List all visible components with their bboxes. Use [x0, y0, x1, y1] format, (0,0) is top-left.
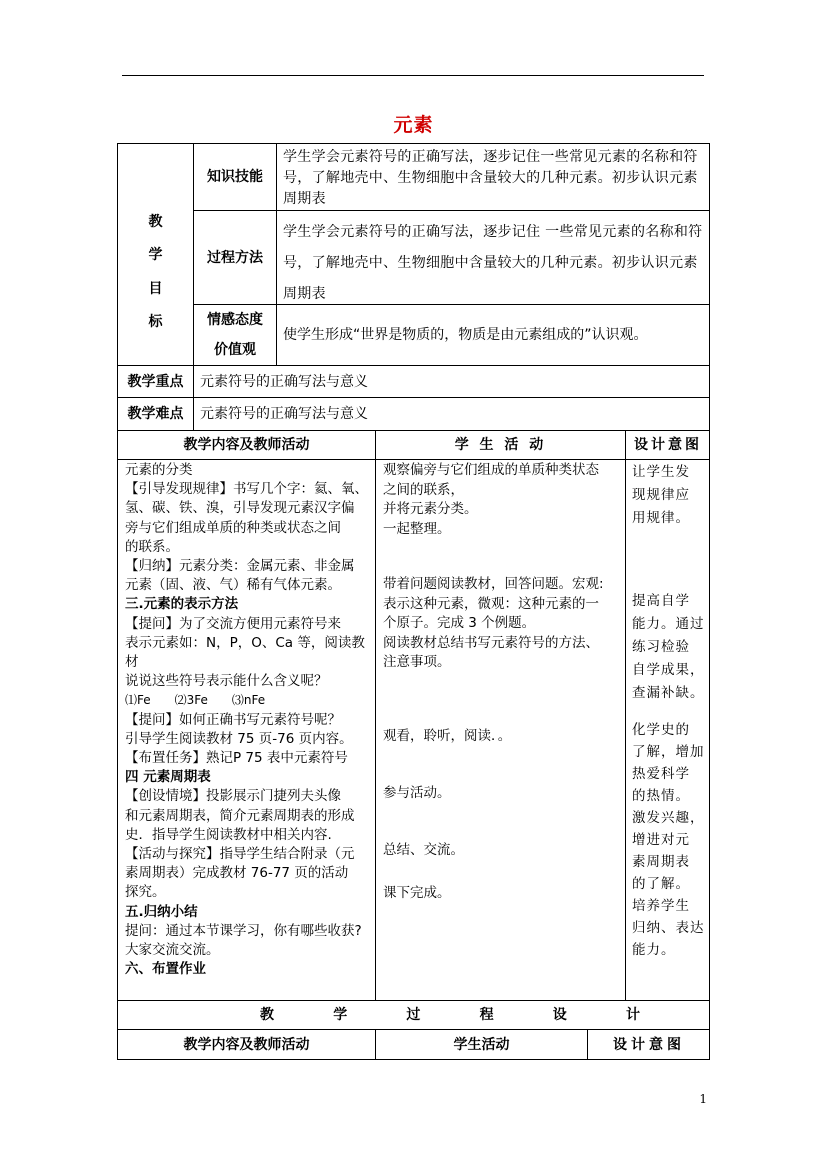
- student-block: 带着问题阅读教材，回答问题。宏观: 表示这种元素，微观：这种元素的一 个原子。完成 3 个例题。 阅读教材总结书写元素符号的方法、 注意事项。: [383, 576, 604, 670]
- teacher-line: 大家交流交流。: [125, 942, 220, 959]
- objective-label-knowledge: 知识技能: [207, 169, 263, 185]
- objective-text-knowledge: 学生学会元素符号的正确写法，逐步记住一些常见元素的名称和符号，了解地壳中、生物细胞中含量较大的几种元素。初步认识元素周期表: [283, 149, 698, 207]
- teacher-line: 元素的分类: [125, 462, 193, 478]
- difficulty-label: 教学难点: [127, 406, 184, 422]
- teacher-line: 探究。: [125, 884, 166, 901]
- teacher-line: 和元素周期表，简介元素周期表的形成: [125, 807, 355, 824]
- objective-text-process: 学生学会元素符号的正确写法，逐步记住 一些常见元素的名称和符号，了解地壳中、生物细胞中含量较大的几种元素。初步认识元素周期表: [283, 224, 703, 302]
- teacher-line: ⑴Fe ⑵3Fe ⑶nFe: [125, 693, 266, 708]
- teacher-content: [125, 461, 375, 979]
- student-block: 课下完成。: [383, 885, 451, 901]
- teacher-line: 【布置任务】熟记P 75 表中元素符号: [125, 750, 348, 767]
- teacher-heading: 四 元素周期表: [125, 769, 211, 786]
- teacher-line: 旁与它们组成单质的种类或状态之间: [125, 519, 341, 536]
- teacher-line: 的联系。: [125, 538, 179, 555]
- design-block: 提高自学 能力。通过 练习检验 自学成果， 查漏补缺。: [632, 593, 705, 701]
- header-rule: [122, 75, 704, 76]
- student-block: 总结、交流。: [383, 842, 464, 858]
- page-title: 元素: [393, 114, 434, 136]
- teacher-line: 【引导发现规律】书写几个字：氦、氧、: [125, 481, 368, 498]
- objective-label-attitude: 情感态度 价值观: [207, 312, 263, 358]
- design-block: 让学生发 现规律应 用规律。: [632, 464, 690, 526]
- student-block: 参与活动。: [383, 785, 451, 801]
- bottom-header-design: 设计意图: [613, 1037, 685, 1053]
- teacher-line: 元素（固、液、气）稀有气体元素。: [125, 577, 341, 594]
- teacher-line: 史．指导学生阅读教材中相关内容.: [125, 826, 332, 843]
- teacher-line: 【活动与探究】指导学生结合附录（元: [125, 846, 355, 863]
- teacher-line: 【提问】为了交流方便用元素符号来: [125, 615, 341, 632]
- teacher-line: 【提问】如何正确书写元素符号呢？: [125, 711, 341, 728]
- teacher-heading: 五.归纳小结: [125, 903, 198, 920]
- objectives-side-label: 教 学 目 标: [148, 214, 163, 330]
- design-block: 化学史的 了解，增加 热爱科学 的热情。 激发兴趣， 增进对元 素周期表 的了解。 培养学生 归纳、表达 能力。: [632, 722, 705, 958]
- difficulty-text: 元素符号的正确写法与意义: [200, 406, 368, 422]
- header-teacher: 教学内容及教师活动: [183, 437, 310, 453]
- teacher-heading: 三.元素的表示方法: [125, 596, 239, 613]
- student-block: 观看，聆听，阅读．。: [383, 728, 512, 744]
- teacher-line: 【归纳】元素分类：金属元素、非金属: [125, 558, 355, 575]
- student-block: 观察偏旁与它们组成的单质种类状态 之间的联系， 并将元素分类。 一起整理。: [383, 462, 599, 537]
- header-student: 学 生 活 动: [454, 437, 547, 453]
- process-design-row: 教 学 过 程 设 计: [260, 1007, 640, 1023]
- teacher-line: 【创设情境】投影展示门捷列夫头像: [125, 788, 341, 805]
- teacher-line: 素周期表）完成教材 76-77 页的活动: [125, 865, 349, 882]
- objective-text-attitude: 使学生形成“世界是物质的，物质是由元素组成的”认识观。: [283, 327, 648, 343]
- teacher-line: 引导学生阅读教材 75 页-76 页内容。: [125, 730, 353, 747]
- teacher-line: 提问：通过本节课学习，你有哪些收获?: [125, 922, 362, 939]
- teacher-line: 表示元素如：N，P，O、Ca 等，阅读教材: [125, 634, 365, 671]
- teacher-heading: 六、布置作业: [125, 961, 206, 978]
- header-design: 设计意图: [634, 437, 702, 453]
- objective-label-process: 过程方法: [207, 249, 263, 266]
- bottom-header-teacher: 教学内容及教师活动: [183, 1037, 310, 1053]
- key-point-label: 教学重点: [127, 373, 184, 390]
- page-number: 1: [699, 1092, 707, 1106]
- teacher-line: 氢、碳、铁、溴，引导发现元素汉字偏: [125, 500, 355, 517]
- teacher-line: 说说这些符号表示能什么含义呢？: [125, 673, 328, 690]
- bottom-header-student: 学生活动: [453, 1037, 510, 1053]
- key-point-text: 元素符号的正确写法与意义: [200, 373, 368, 390]
